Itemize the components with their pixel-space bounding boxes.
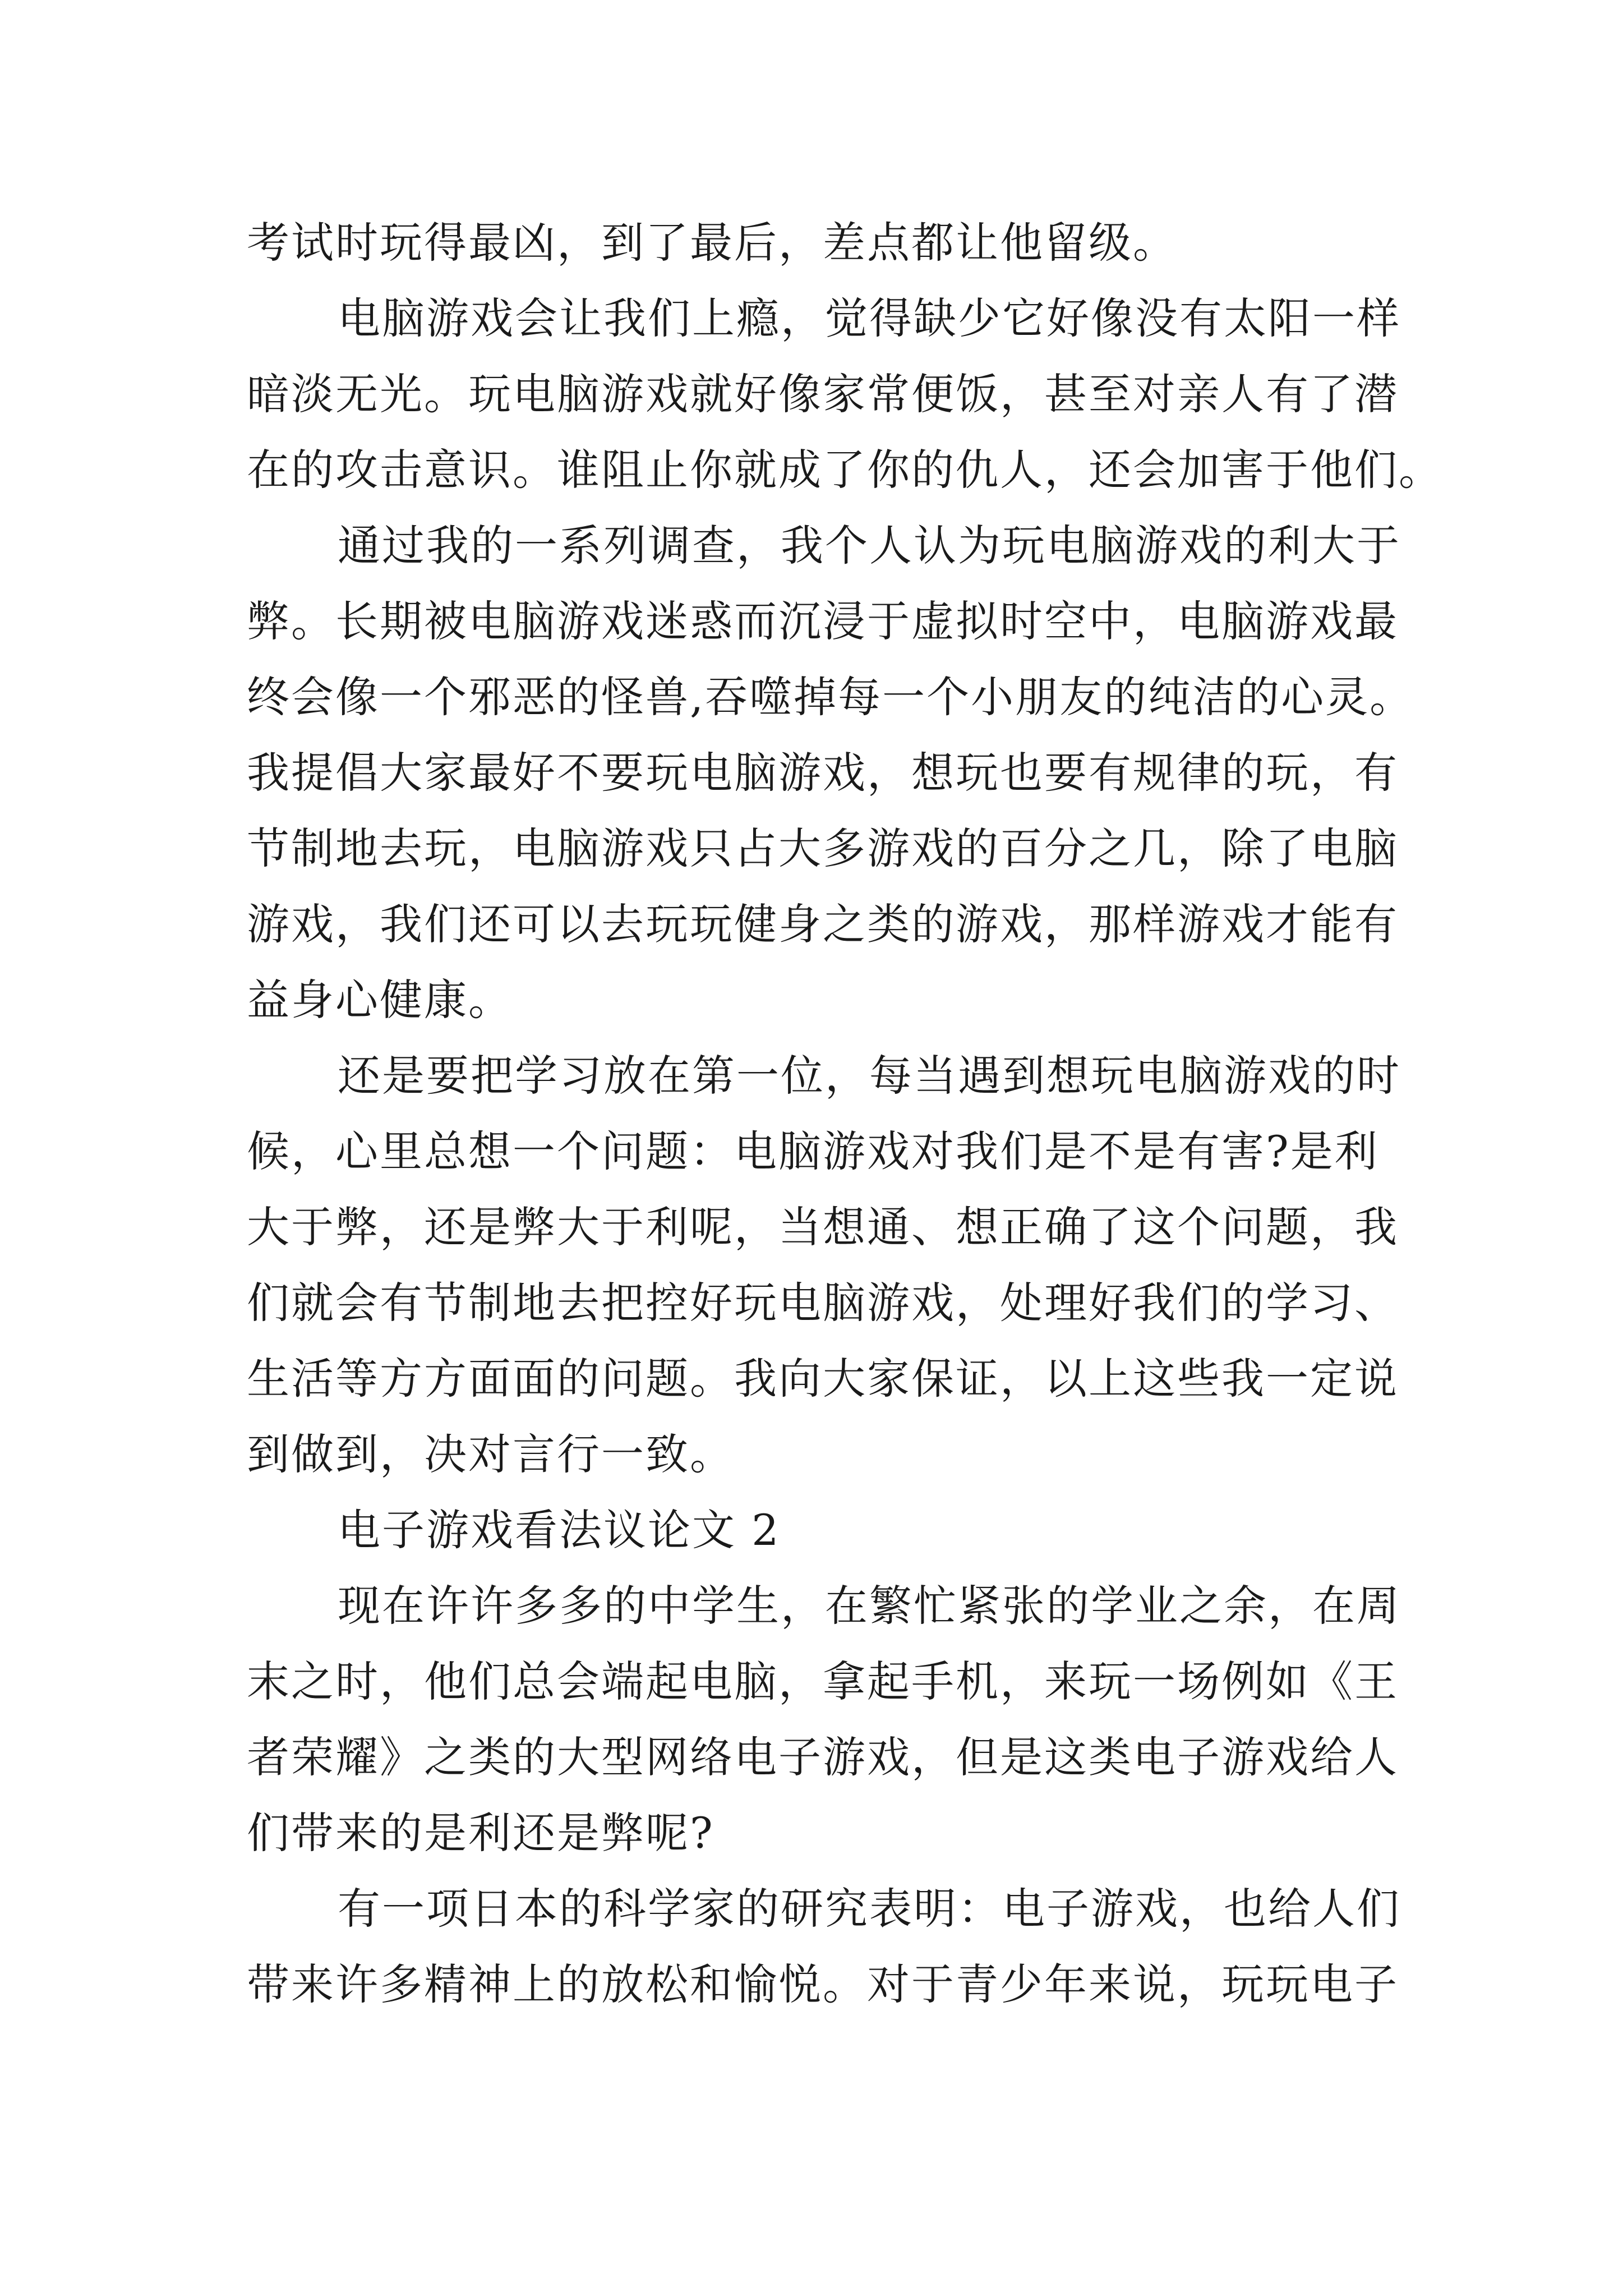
text-line: 通过我的一系列调查，我个人认为玩电脑游戏的利大于 [338,521,1401,570]
text-line: 有一项日本的科学家的研究表明：电子游戏，也给人们 [338,1884,1401,1934]
text-line: 我提倡大家最好不要玩电脑游戏，想玩也要有规律的玩，有 [247,748,1399,798]
text-line: 在的攻击意识。谁阻止你就成了你的仇人，还会加害于他们。 [247,445,1443,495]
text-line: 末之时，他们总会端起电脑，拿起手机，来玩一场例如《王 [247,1657,1399,1706]
text-line: 候，心里总想一个问题：电脑游戏对我们是不是有害?是利 [247,1126,1379,1176]
text-line: 弊。长期被电脑游戏迷惑而沉浸于虚拟时空中，电脑游戏最 [247,596,1399,646]
text-line: 暗淡无光。玩电脑游戏就好像家常便饭，甚至对亲人有了潜 [247,369,1399,419]
text-line: 游戏，我们还可以去玩玩健身之类的游戏，那样游戏才能有 [247,899,1399,949]
text-line: 大于弊，还是弊大于利呢，当想通、想正确了这个问题，我 [247,1202,1399,1252]
text-line: 们就会有节制地去把控好玩电脑游戏，处理好我们的学习、 [247,1278,1399,1328]
text-line: 生活等方方面面的问题。我向大家保证，以上这些我一定说 [247,1354,1399,1404]
text-line: 还是要把学习放在第一位，每当遇到想玩电脑游戏的时 [338,1051,1401,1101]
text-line: 现在许许多多的中学生，在繁忙紧张的学业之余，在周 [338,1581,1401,1631]
text-line: 带来许多精神上的放松和愉悦。对于青少年来说，玩玩电子 [247,1959,1399,2009]
text-line: 节制地去玩，电脑游戏只占大多游戏的百分之几，除了电脑 [247,823,1399,873]
section-heading: 电子游戏看法议论文 2 [338,1505,781,1555]
text-line: 益身心健康。 [247,975,513,1025]
text-line: 终会像一个邪恶的怪兽,吞噬掉每一个小朋友的纯洁的心灵。 [247,672,1414,722]
text-line: 考试时玩得最凶，到了最后，差点都让他留级。 [247,218,1177,268]
document-body [247,205,1443,2022]
text-line: 到做到，决对言行一致。 [247,1429,734,1479]
text-line: 们带来的是利还是弊呢? [247,1808,714,1858]
text-line: 者荣耀》之类的大型网络电子游戏，但是这类电子游戏给人 [247,1732,1399,1782]
text-line: 电脑游戏会让我们上瘾，觉得缺少它好像没有太阳一样 [338,293,1401,343]
